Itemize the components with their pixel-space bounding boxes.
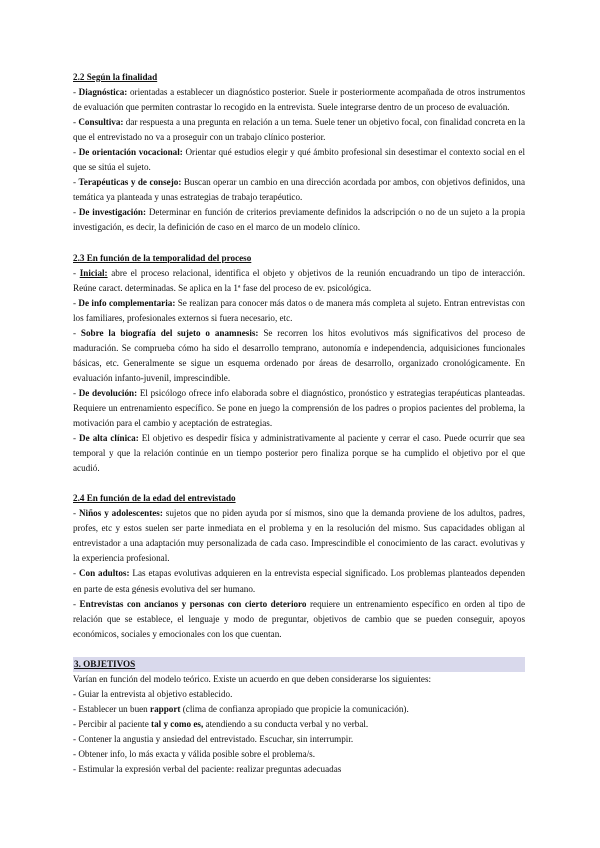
list-item: - Entrevistas con ancianos y personas con cierto deterioro requiere un entrenamiento específico en orden al tipo de relación que se establece, el lenguaje y modo de preguntar, objetivos de cambio que se pueden conseguir, apoyos económicos, sociales y emocionales con los que cuentan. [73,598,525,639]
term: Sobre la biografía del sujeto o anamnesis: [80,327,259,338]
term: De orientación vocacional: [78,147,183,158]
term: Consultiva: [78,117,124,128]
list-item: - Inicial: abre el proceso relacional, identifica el objeto y objetivos de la reunión encuadrando un tipo de interacción. Reúne caract. determinadas. Se aplica en la 1ª fase del proceso de ev. psicológica. [73,267,525,293]
term: Terapéuticas y de consejo: [78,177,182,188]
list-item: - Niños y adolescentes: sujetos que no piden ayuda por sí mismos, sino que la demanda proviene de los adultos, padres, profes, etc y estos suelen ser parte inmediata en el problema y en la resolución del mismo. Sus capacidades obligan al entrevistador a una adaptación muy personalizada de cada caso. Imprescindible el conocimiento de las caract. evolutivas y la experiencia profesional. [73,508,526,564]
list-item: - Establecer un buen rapport (clima de confianza apropiado que propicie la comunicación). [73,703,409,714]
term: rapport [150,703,181,714]
spacer [73,642,525,657]
list-item: - Consultiva: dar respuesta a una pregunta en relación a un tema. Suele tener un objetivo focal, con finalidad concreta en la que el entrevistado no va a proseguir con un trabajo clínico posterior. [73,117,526,143]
section-title-2-2: 2.2 Según la finalidad [73,72,158,82]
term: De info complementaria: [78,297,176,308]
document-page [73,70,525,777]
list-item: - Con adultos: Las etapas evolutivas adquieren en la entrevista especial significado. Los problemas planteados dependen en parte de esta génesis evolutiva del ser humano. [73,568,526,594]
list-item: - De alta clínica: El objetivo es despedir física y administrativamente al paciente y cerrar el caso. Puede ocurrir que sea temporal y que la relación continúe en un tiempo posterior pero finaliza porque se ha cumplido el objetivo por el que acudió. [73,433,525,474]
list-item: - De devolución: El psicólogo ofrece info elaborada sobre el diagnóstico, pronóstico y estrategias terapéuticas planteadas. Requiere un entrenamiento específico. Se pone en juego la comprensión de los padres o propios pacientes del problema, la motivación para el cambio y aceptación de estrategias. [73,387,526,429]
list-item: - De info complementaria: Se realizan para conocer más datos o de manera más completa al sujeto. Entran entrevistas con los familiares, profesionales externos si fuera necesario, etc. [73,297,525,323]
objectives-intro: Varían en función del modelo teórico. Existe un acuerdo en que deben considerarse los siguientes: [73,673,432,684]
list-item: - De investigación: Determinar en función de criterios previamente definidos la adscripción o no de un sujeto a la propia investigación, es decir, la definición de caso en el marco de un modelo clínico. [73,207,525,233]
list-item: - Estimular la expresión verbal del paciente: realizar preguntas adecuadas [73,764,342,775]
term: Diagnóstica: [78,87,128,98]
list-item: - Diagnóstica: orientadas a establecer un diagnóstico posterior. Suele ir posteriormente acompañada de otros instrumentos de evaluación que permiten contrastar lo recogido en la entrevista. Suele integrarse dentro de un proceso de evaluación. [73,87,525,113]
section-title-2-3: 2.3 En función de la temporalidad del proceso [73,252,252,263]
term: Con adultos: [78,568,130,579]
term: Niños y adolescentes: [78,508,163,519]
section-title-3: 3. OBJETIVOS [73,657,525,672]
list-item: - Terapéuticas y de consejo: Buscan operar un cambio en una dirección acordada por ambos, con objetivos definidos, una temática ya planteada y unas estrategias de trabajo terapéutico. [73,177,525,203]
list-item: - Guiar la entrevista al objetivo establecido. [73,688,233,699]
list-item: - Sobre la biografía del sujeto o anamnesis: Se recorren los hitos evolutivos más significativos del proceso de maduración. Se comprueba cómo ha sido el desarrollo temprano, autonomía e independencia, adquisiciones funcionales básicas, etc. Generalmente se sigue un esquema ordenado por áreas de desarrollo, organizado cronológicamente. En evaluación infanto-juvenil, imprescindible. [73,327,526,383]
term: tal y como es, [151,718,204,729]
spacer [73,476,525,491]
list-item: - Contener la angustia y ansiedad del entrevistado. Escuchar, sin interrumpir. [73,733,354,744]
list-item: - Percibir al paciente tal y como es, atendiendo a su conducta verbal y no verbal. [73,718,369,729]
term: De investigación: [78,207,147,218]
term: De alta clínica: [79,433,139,444]
list-item: - De orientación vocacional: Orientar qué estudios elegir y qué ámbito profesional sin desestimar el contexto social en el que se sitúa el sujeto. [73,147,525,173]
term: Entrevistas con ancianos y personas con cierto deterioro [79,598,307,609]
list-item: - Obtener info, lo más exacta y válida posible sobre el problema/s. [73,748,315,759]
section-title-2-4: 2.4 En función de la edad del entrevistado [73,493,236,504]
spacer [73,236,525,251]
term: Inicial: [79,267,108,278]
term: De devolución: [78,387,138,398]
